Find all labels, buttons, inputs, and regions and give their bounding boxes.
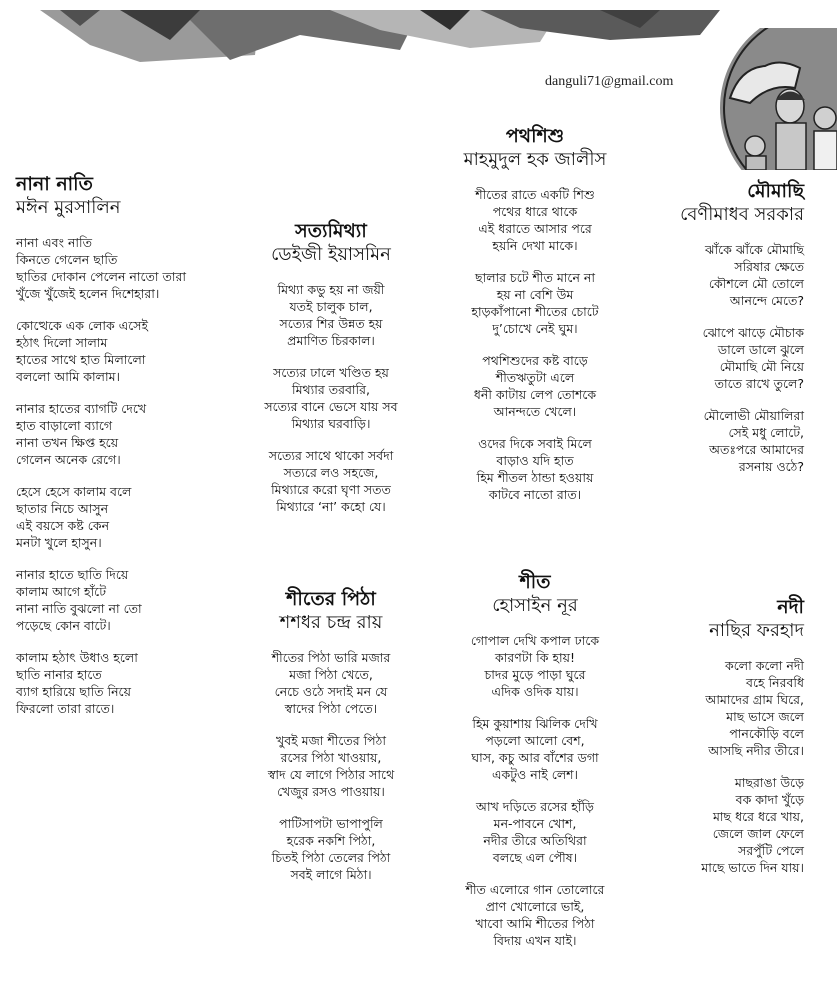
poem-line: ঝোপে ঝাড়ে মৌচাক xyxy=(702,325,804,340)
poem-line: বলছে এল পৌষ। xyxy=(492,850,578,865)
poem-line: ঝাঁকে ঝাঁকে মৌমাছি xyxy=(705,242,804,257)
danguli-logo xyxy=(710,28,837,170)
poem-shottomittha xyxy=(232,219,430,530)
poem-line: হাত বাড়ালো ব্যাগে xyxy=(16,418,113,433)
poem-line: গোপাল দেখি কপাল ঢাকে xyxy=(470,633,600,648)
poem-line: হেসে হেসে কালাম বলে xyxy=(16,484,132,499)
poem-line: রসের পিঠা খাওয়ায়, xyxy=(280,750,382,765)
poem-line: শীতঋতুটা এলে xyxy=(495,370,575,385)
poem-line: নানা তখন ক্ষিপ্ত হয়ে xyxy=(16,435,119,450)
poem-author: শশধর চন্দ্র রায় xyxy=(279,612,383,633)
poem-line: ছাতি নানার হাতে xyxy=(16,667,102,682)
poem-line: ডালে ডালে ঝুলে xyxy=(717,342,804,357)
poem-line: পানকৌড়ি বলে xyxy=(729,726,804,741)
poem-line: মিথ্যার তরবারি, xyxy=(292,382,370,397)
poem-line: শীতের রাতে একটি শিশু xyxy=(475,187,595,202)
poem-title: নদী xyxy=(777,596,804,618)
poem-line: মাছরাঙা উড়ে xyxy=(734,775,804,790)
poem-line: এদিক ওদিক যায়। xyxy=(491,684,579,699)
poem-stanza xyxy=(232,815,430,883)
poem-author: বেণীমাধব সরকার xyxy=(680,204,804,225)
poem-line: পথের ধারে থাকে xyxy=(492,204,578,219)
poem-stanza xyxy=(440,186,630,254)
poem-line: কিনতে গেলেন ছাতি xyxy=(16,252,118,267)
poem-line: বহে নিরবধি xyxy=(746,675,804,690)
poem-line: স্বাদের পিঠা পেতে। xyxy=(284,701,378,716)
poem-line: শীত এলোরে গান তোলোরে xyxy=(465,882,605,897)
poem-line: সরপুঁটি পেলে xyxy=(738,843,804,858)
poem-line: নেচে ওঠে সদাই মন যে xyxy=(274,684,388,699)
poem-stanza xyxy=(232,447,430,515)
poem-line: হাতের সাথে হাত মিলালো xyxy=(16,352,146,367)
poem-title: নানা নাতি xyxy=(16,173,93,195)
poem-stanza xyxy=(16,234,226,302)
poem-line: মজা পিঠা খেতে, xyxy=(289,667,373,682)
poem-line: পড়লো আলো বেশ, xyxy=(485,733,585,748)
poem-stanza xyxy=(16,649,226,717)
poem-line: বললো আমি কালাম। xyxy=(16,369,120,384)
poem-line: মাছে ভাতে দিন যায়। xyxy=(701,860,804,875)
poem-stanza xyxy=(16,400,226,468)
poem-line: দু’চোখে নেই ঘুম। xyxy=(492,321,578,336)
poem-line: এই বয়সে কষ্ট কেন xyxy=(16,518,110,533)
poem-stanza xyxy=(630,324,804,392)
poem-line: খুবই মজা শীতের পিঠা xyxy=(276,733,386,748)
poem-nodi xyxy=(630,595,804,891)
poem-stanza xyxy=(232,364,430,432)
poem-line: নানা এবং নাতি xyxy=(16,235,93,250)
poem-pothoshishu xyxy=(440,124,630,518)
poem-stanza xyxy=(16,483,226,551)
poem-line: প্রমাণিত চিরকাল। xyxy=(287,333,375,348)
poem-line: জেলে জাল ফেলে xyxy=(712,826,804,841)
poem-line: সেই মধু লোটে, xyxy=(728,425,804,440)
contact-email: danguli71@gmail.com xyxy=(545,74,674,89)
poem-line: পাটিসাপটা ভাপাপুলি xyxy=(279,816,383,831)
poem-line: মাছ ভাসে জলে xyxy=(726,709,804,724)
poem-line: ফিরলো তারা রাতে। xyxy=(16,701,115,716)
poem-stanza xyxy=(630,407,804,475)
poem-line: ওদের দিকে সবাই মিলে xyxy=(478,436,592,451)
poem-line: আমাদের গ্রাম ঘিরে, xyxy=(705,692,804,707)
poem-line: আনন্দতে খেলে। xyxy=(493,404,577,419)
poem-stanza xyxy=(630,657,804,759)
poem-line: গেলেন অনেক রেগে। xyxy=(16,452,121,467)
poem-line: ছাতির দোকান পেলেন নাতো তারা xyxy=(16,269,186,284)
poem-line: প্রাণ খোলোরে ভাই, xyxy=(485,899,585,914)
poem-line: মিথ্যারে ‘না’ কহো যে। xyxy=(276,499,386,514)
poem-line: চিতই পিঠা তেলের পিঠা xyxy=(271,850,391,865)
poem-line: সরিষার ক্ষেতে xyxy=(734,259,804,274)
poem-line: নানার হাতে ছাতি দিয়ে xyxy=(16,567,129,582)
poem-line: নদীর তীরে অতিথিরা xyxy=(483,833,587,848)
poem-line: খুঁজে খুঁজেই হলেন দিশেহারা। xyxy=(16,286,160,301)
poem-line: তাতে রাখে তুলে? xyxy=(714,376,804,391)
poem-title: শীত xyxy=(519,571,551,593)
poem-line: মিথ্যারে করো ঘৃণা সতত xyxy=(271,482,391,497)
poem-line: মনটা খুলে হাসুন। xyxy=(16,535,102,550)
poem-line: খেজুর রসও পাওয়ায়। xyxy=(277,784,385,799)
poem-stanza xyxy=(630,774,804,876)
poem-line: হয়নি দেখা মাকে। xyxy=(492,238,578,253)
poem-line: মৌলোভী মৌয়ালিরা xyxy=(703,408,804,423)
poem-author: মাহমুদুল হক জালীস xyxy=(463,149,607,170)
poem-line: ব্যাগ হারিয়ে ছাতি নিয়ে xyxy=(16,684,131,699)
poem-stanza xyxy=(630,241,804,309)
poem-stanza xyxy=(440,269,630,337)
poem-line: সত্যের সাথে থাকো সর্বদা xyxy=(268,448,394,463)
poem-line: মন-পাবনে খোশ, xyxy=(493,816,577,831)
poem-nana-nati xyxy=(16,172,226,732)
poem-stanza xyxy=(440,715,630,783)
poem-line: কলো কলো নদী xyxy=(725,658,804,673)
poem-line: কোত্থেকে এক লোক এসেই xyxy=(16,318,149,333)
poem-line: অতঃপরে আমাদের xyxy=(709,442,804,457)
poem-stanza xyxy=(440,798,630,866)
poem-line: মাছ ধরে ধরে খায়, xyxy=(712,809,804,824)
poem-author: মঈন মুরসালিন xyxy=(16,197,121,218)
poem-line: আনন্দে মেতে? xyxy=(729,293,804,308)
poem-line: স্বাদ যে লাগে পিঠার সাথে xyxy=(267,767,395,782)
poem-line: ধনী কাটায় লেপ তোশকে xyxy=(473,387,597,402)
poem-line: হরেক নকশি পিঠা, xyxy=(286,833,376,848)
poem-line: মিথ্যার ঘরবাড়ি। xyxy=(291,416,371,431)
poem-line: নানা নাতি বুঝলো না তো xyxy=(16,601,142,616)
poem-line: সত্যের শির উন্নত হয় xyxy=(279,316,383,331)
poem-line: যতই চালুক চাল, xyxy=(289,299,373,314)
poem-line: পথশিশুদের কষ্ট বাড়ে xyxy=(482,353,588,368)
poem-author: নাছির ফরহাদ xyxy=(709,620,804,641)
poem-line: কালাম আগে হাঁটে xyxy=(16,584,107,599)
poem-stanza xyxy=(440,632,630,700)
poem-line: মৌমাছি মৌ নিয়ে xyxy=(719,359,804,374)
poem-line: সত্যের ঢালে খণ্ডিত হয় xyxy=(273,365,389,380)
poem-line: ছালার চটে শীত মানে না xyxy=(475,270,595,285)
poem-moumachi xyxy=(630,179,804,490)
poem-title: মৌমাছি xyxy=(747,180,804,202)
poem-line: পড়েছে কোন বাটে। xyxy=(16,618,111,633)
poem-stanza xyxy=(440,352,630,420)
poem-stanza xyxy=(232,649,430,717)
poem-line: হিম কুয়াশায় ঝিলিক দেখি xyxy=(472,716,598,731)
poem-line: হাড়কাঁপানো শীতের চোটে xyxy=(471,304,599,319)
poem-line: কারণটা কি হায়! xyxy=(494,650,576,665)
poem-line: ঘাস, কচু আর বাঁশের ডগা xyxy=(471,750,599,765)
poem-stanza xyxy=(440,881,630,949)
poem-line: আসছি নদীর তীরে। xyxy=(708,743,804,758)
poem-author: ডেইজী ইয়াসমিন xyxy=(271,244,391,265)
poem-line: কৌশলে মৌ তোলে xyxy=(708,276,804,291)
poem-line: একটুও নাই লেশ। xyxy=(491,767,579,782)
poem-line: খাবো আমি শীতের পিঠা xyxy=(475,916,595,931)
poem-line: চাদর মুড়ে পাড়া ঘুরে xyxy=(484,667,586,682)
poem-line: বক কাদা খুঁড়ে xyxy=(735,792,804,807)
poem-line: সত্যের বানে ভেসে যায় সব xyxy=(264,399,398,414)
poem-stanza xyxy=(440,435,630,503)
poem-line: সত্যরে লও সহজে, xyxy=(283,465,379,480)
poem-shiter-pitha xyxy=(232,587,430,898)
poem-line: কালাম হঠাৎ উধাও হলো xyxy=(16,650,138,665)
poem-line: এই ধরাতে আসার পরে xyxy=(478,221,592,236)
poem-line: হঠাৎ দিলো সালাম xyxy=(16,335,108,350)
poem-line: বিদায় এখন যাই। xyxy=(493,933,577,948)
poem-title: সত্যমিথ্যা xyxy=(295,220,367,242)
poem-author: হোসাইন নূর xyxy=(492,595,578,616)
poem-stanza xyxy=(232,732,430,800)
poem-line: হিম শীতল ঠান্ডা হওয়ায় xyxy=(476,470,594,485)
poem-line: মিথ্যা কভু হয় না জয়ী xyxy=(277,282,385,297)
poem-stanza xyxy=(16,317,226,385)
poem-line: ছাতার নিচে আসুন xyxy=(16,501,109,516)
poem-line: শীতের পিঠা ভারি মজার xyxy=(271,650,391,665)
poem-line: হয় না বেশি উম xyxy=(496,287,574,302)
poem-line: আখ দড়িতে রসের হাঁড়ি xyxy=(476,799,594,814)
poem-line: সবই লাগে মিঠা। xyxy=(290,867,372,882)
poem-line: বাড়াও যদি হাত xyxy=(496,453,574,468)
poem-line: নানার হাতের ব্যাগটি দেখে xyxy=(16,401,147,416)
poem-stanza xyxy=(16,566,226,634)
poem-stanza xyxy=(232,281,430,349)
poem-line: রসনায় ওঠে? xyxy=(738,459,804,474)
poem-title: পথশিশু xyxy=(505,125,565,147)
poem-shit xyxy=(440,570,630,964)
poem-title: শীতের পিঠা xyxy=(286,588,376,610)
poem-line: কাটবে নাতো রাত। xyxy=(488,487,582,502)
